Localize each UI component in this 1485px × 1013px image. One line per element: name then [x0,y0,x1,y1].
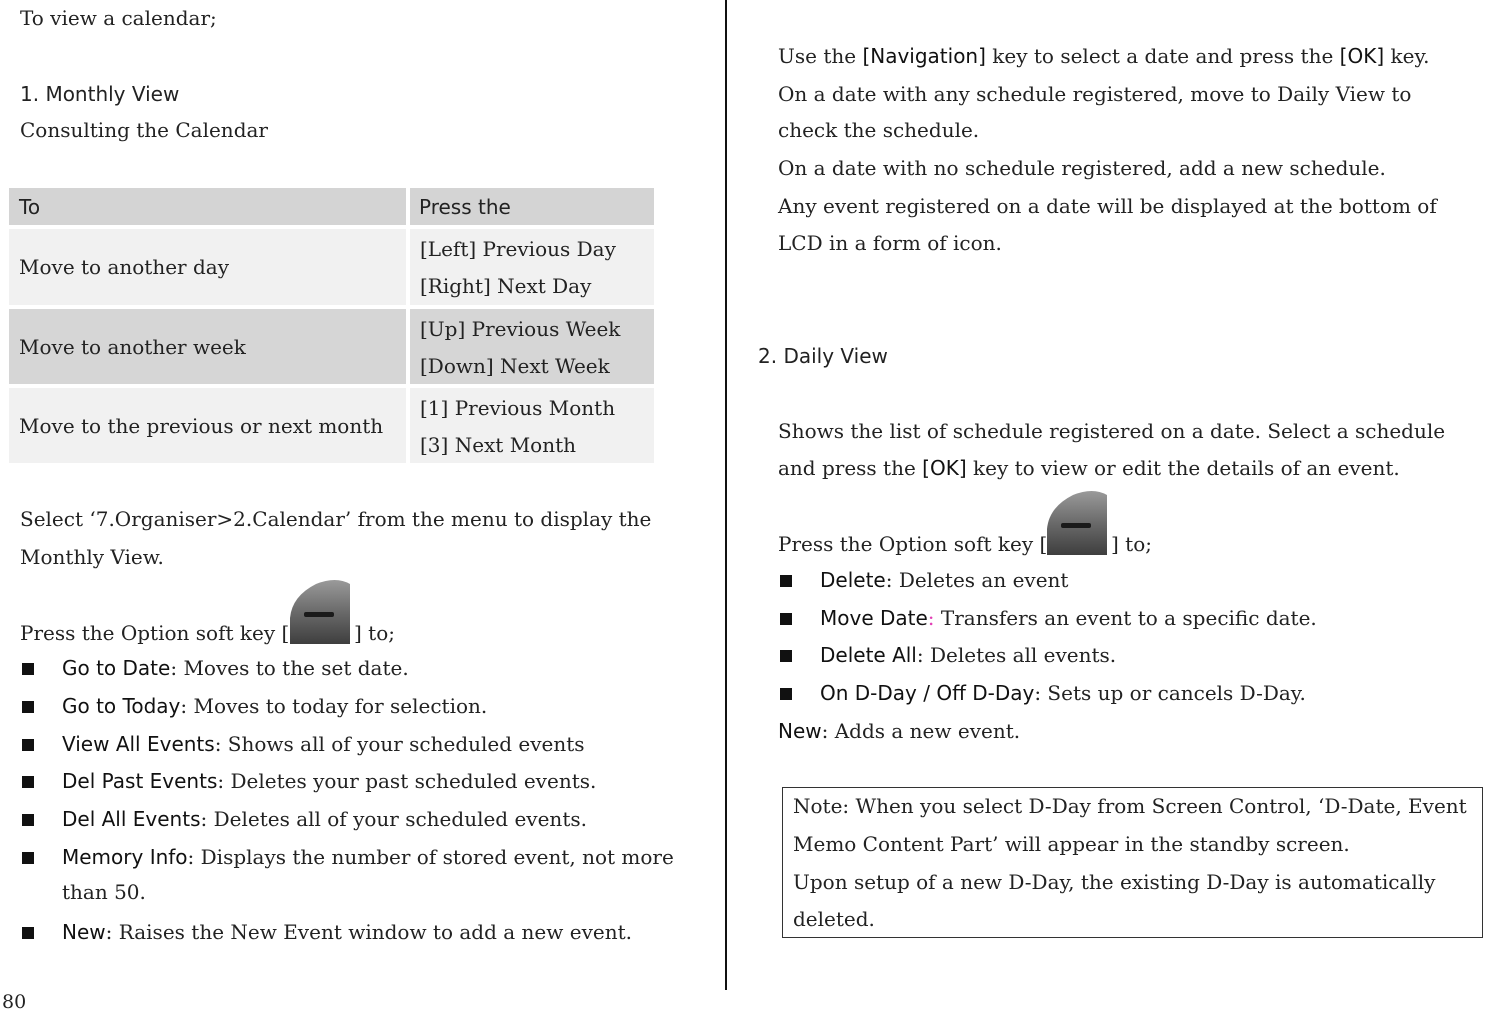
section2-heading: 2. Daily View [758,344,888,368]
bullet-icon [22,701,34,713]
list-item: Del All Events: Deletes all of your scheduled events. [62,807,587,831]
option-line-end: ] to; [354,621,395,645]
table-row-keys: [Left] Previous Day [Right] Next Day [410,229,654,305]
table-row: Move to another day [9,229,406,305]
bullet-icon [22,663,34,675]
list-item: On D-Day / Off D-Day: Sets up or cancels D-Day. [820,681,1306,705]
paragraph-line: On a date with any schedule registered, move to Daily View to [778,82,1412,106]
option-line: Press the Option soft key [ [778,532,1048,556]
bullet-icon [22,852,34,864]
bullet-icon [780,575,792,587]
table-row: Move to the previous or next month [9,388,406,463]
bullet-icon [22,927,34,939]
list-item: Delete All: Deletes all events. [820,643,1117,667]
note-line: Note: When you select D-Day from Screen Control, ‘D-Date, Event [793,794,1467,818]
note-line: Upon setup of a new D-Day, the existing D-Day is automatically [793,870,1436,894]
page-number: 80 [2,991,27,1013]
bullet-icon [780,613,792,625]
option-softkey-icon [1043,489,1109,562]
daily-paragraph-line2: and press the [OK] key to view or edit the details of an event. [778,456,1400,480]
list-item: Go to Today: Moves to today for selection. [62,694,488,718]
paragraph-line: Any event registered on a date will be displayed at the bottom of [778,194,1437,218]
table-header-to: To [9,188,406,225]
list-item: New: Raises the New Event window to add a new event. [62,920,632,944]
daily-paragraph-line1: Shows the list of schedule registered on a date. Select a schedule [778,419,1446,443]
option-line-end: ] to; [1111,532,1152,556]
list-item: Delete: Deletes an event [820,568,1069,592]
option-line: Press the Option soft key [ [20,621,290,645]
table-header-press: Press the [410,188,654,225]
bullet-icon [22,739,34,751]
list-item: Del Past Events: Deletes your past scheduled events. [62,769,597,793]
bullet-icon [780,650,792,662]
paragraph-line: On a date with no schedule registered, add a new schedule. [778,156,1386,180]
list-item: Memory Info: Displays the number of stored event, not more [62,845,674,869]
list-item-continuation: than 50. [62,880,146,904]
bullet-icon [22,814,34,826]
section1-heading: 1. Monthly View [20,82,180,106]
paragraph-line: LCD in a form of icon. [778,231,1002,255]
column-divider [725,0,727,990]
note-box [782,787,1483,938]
table-row-keys: [1] Previous Month [3] Next Month [410,388,654,463]
navigation-instruction: Use the [Navigation] key to select a date and press the [OK] key. [778,44,1430,68]
bullet-icon [780,688,792,700]
paragraph-line: check the schedule. [778,118,980,142]
bullet-icon [22,776,34,788]
option-softkey-icon [286,578,352,651]
section1-subtitle: Consulting the Calendar [20,118,268,142]
list-item: Move Date: Transfers an event to a specific date. [820,606,1317,630]
select-instruction-line1: Select ‘7.Organiser>2.Calendar’ from the menu to display the [20,507,652,531]
new-event-line: New: Adds a new event. [778,719,1021,743]
note-line: Memo Content Part’ will appear in the standby screen. [793,832,1350,856]
list-item: View All Events: Shows all of your scheduled events [62,732,585,756]
note-line: deleted. [793,907,875,931]
table-row-keys: [Up] Previous Week [Down] Next Week [410,309,654,384]
intro-text: To view a calendar; [20,6,217,30]
list-item: Go to Date: Moves to the set date. [62,656,409,680]
select-instruction-line2: Monthly View. [20,545,164,569]
table-row: Move to another week [9,309,406,384]
